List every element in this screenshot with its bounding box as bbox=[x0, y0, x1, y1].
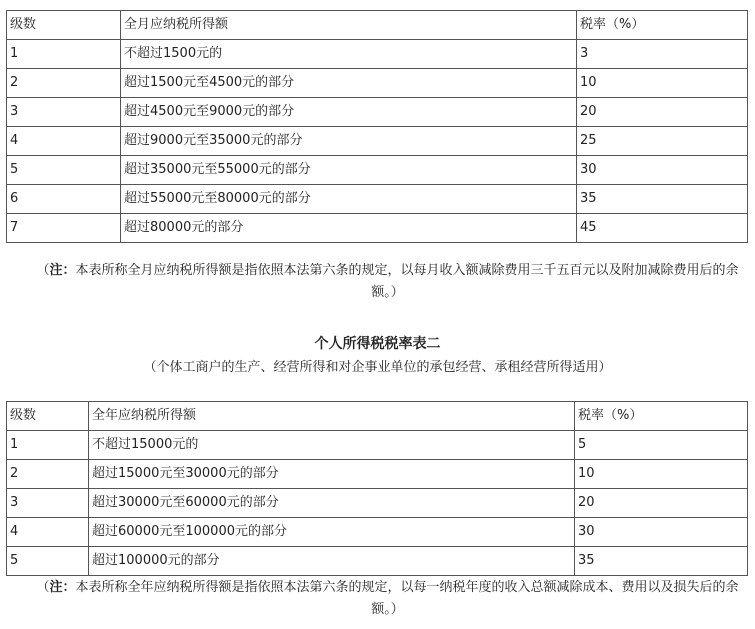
table-row bbox=[7, 460, 748, 489]
table-2-title: 个人所得税税率表二 bbox=[314, 336, 441, 352]
table-row bbox=[7, 69, 748, 98]
cell-level: 4 bbox=[7, 127, 121, 156]
cell-rate: 10 bbox=[575, 460, 748, 489]
header-level: 级数 bbox=[7, 11, 121, 40]
table-row bbox=[7, 489, 748, 518]
cell-rate: 20 bbox=[577, 98, 748, 127]
table-row bbox=[7, 185, 748, 214]
table-row bbox=[7, 518, 748, 547]
table-row bbox=[7, 156, 748, 185]
table-1-note bbox=[30, 260, 745, 304]
cell-level: 2 bbox=[7, 460, 89, 489]
cell-rate: 3 bbox=[577, 40, 748, 69]
note-text: 本表所称全月应纳税所得额是指依照本法第六条的规定，以每月收入额减除费用三千五百元以及附加减除费用后的余额。） bbox=[75, 263, 739, 300]
cell-level: 6 bbox=[7, 185, 121, 214]
cell-income: 超过60000元至100000元的部分 bbox=[89, 518, 575, 547]
table-row bbox=[7, 431, 748, 460]
header-rate: 税率（%） bbox=[577, 11, 748, 40]
cell-income: 超过80000元的部分 bbox=[121, 214, 577, 243]
table-2-subtitle: （个体工商户的生产、经营所得和对企事业单位的承包经营、承租经营所得适用） bbox=[143, 360, 612, 375]
table-row bbox=[7, 547, 748, 576]
cell-rate: 20 bbox=[575, 489, 748, 518]
cell-level: 5 bbox=[7, 547, 89, 576]
header-level: 级数 bbox=[7, 402, 89, 431]
cell-level: 1 bbox=[7, 431, 89, 460]
table-row bbox=[7, 214, 748, 243]
cell-rate: 35 bbox=[577, 185, 748, 214]
table-row bbox=[7, 98, 748, 127]
note-text: 本表所称全年应纳税所得额是指依照本法第六条的规定，以每一纳税年度的收入总额减除成本、费用以及损失后的余额。） bbox=[75, 580, 739, 617]
tax-rate-table-2 bbox=[6, 401, 748, 576]
header-rate: 税率（%） bbox=[575, 402, 748, 431]
cell-rate: 10 bbox=[577, 69, 748, 98]
cell-income: 超过55000元至80000元的部分 bbox=[121, 185, 577, 214]
note-label: 注： bbox=[49, 263, 76, 278]
note-open-paren: （ bbox=[36, 580, 50, 595]
table-row bbox=[7, 127, 748, 156]
cell-income: 不超过1500元的 bbox=[121, 40, 577, 69]
cell-rate: 30 bbox=[577, 156, 748, 185]
cell-rate: 5 bbox=[575, 431, 748, 460]
table-row bbox=[7, 40, 748, 69]
cell-income: 超过4500元至9000元的部分 bbox=[121, 98, 577, 127]
cell-rate: 30 bbox=[575, 518, 748, 547]
note-open-paren: （ bbox=[36, 263, 50, 278]
header-income: 全月应纳税所得额 bbox=[121, 11, 577, 40]
cell-level: 1 bbox=[7, 40, 121, 69]
table-header-row bbox=[7, 402, 748, 431]
cell-income: 超过1500元至4500元的部分 bbox=[121, 69, 577, 98]
note-label: 注： bbox=[49, 580, 76, 595]
cell-income: 超过30000元至60000元的部分 bbox=[89, 489, 575, 518]
cell-income: 超过100000元的部分 bbox=[89, 547, 575, 576]
cell-level: 4 bbox=[7, 518, 89, 547]
table-2-note bbox=[30, 577, 745, 621]
cell-level: 3 bbox=[7, 98, 121, 127]
cell-level: 3 bbox=[7, 489, 89, 518]
tax-rate-table-1 bbox=[6, 10, 748, 243]
cell-rate: 25 bbox=[577, 127, 748, 156]
cell-level: 2 bbox=[7, 69, 121, 98]
cell-income: 超过15000元至30000元的部分 bbox=[89, 460, 575, 489]
cell-level: 7 bbox=[7, 214, 121, 243]
cell-income: 超过35000元至55000元的部分 bbox=[121, 156, 577, 185]
header-income: 全年应纳税所得额 bbox=[89, 402, 575, 431]
table-header-row bbox=[7, 11, 748, 40]
cell-income: 不超过15000元的 bbox=[89, 431, 575, 460]
cell-rate: 35 bbox=[575, 547, 748, 576]
cell-rate: 45 bbox=[577, 214, 748, 243]
cell-income: 超过9000元至35000元的部分 bbox=[121, 127, 577, 156]
cell-level: 5 bbox=[7, 156, 121, 185]
